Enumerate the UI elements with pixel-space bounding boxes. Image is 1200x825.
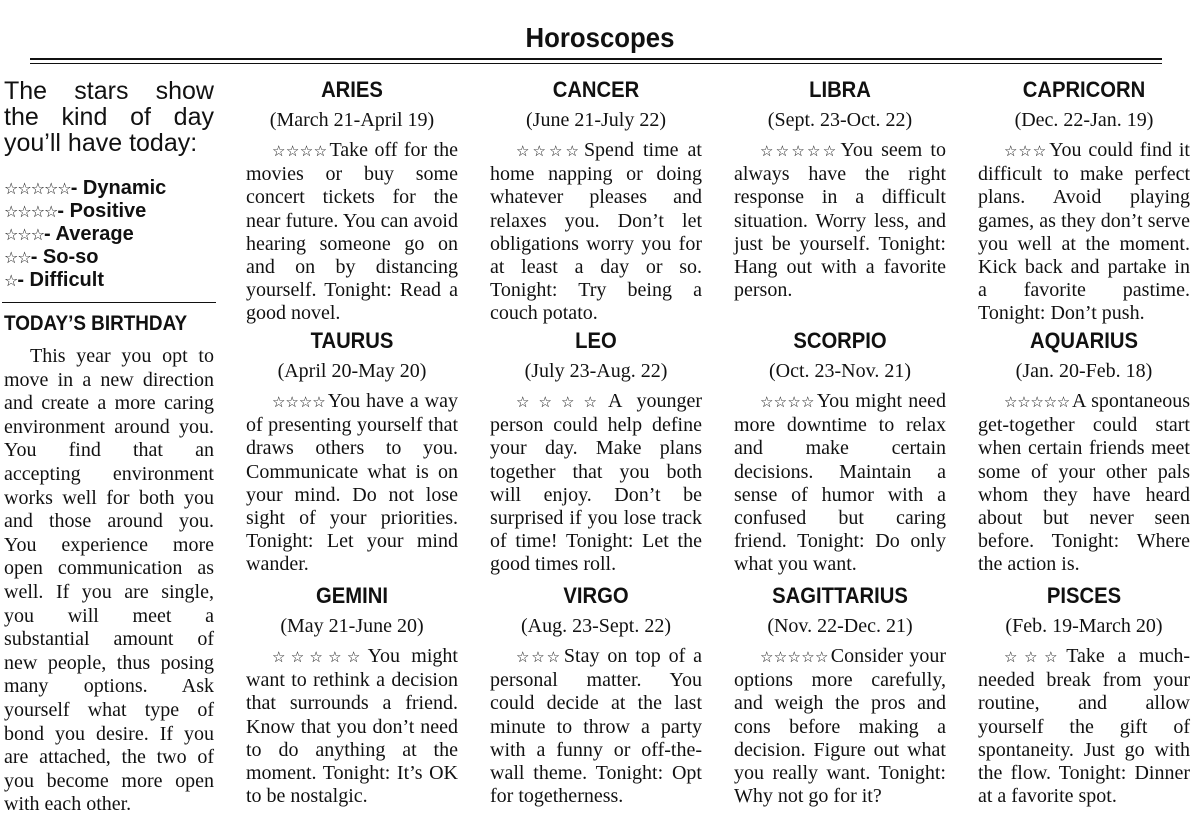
sign-cancer (490, 77, 702, 326)
sign-pisces (978, 583, 1190, 808)
sign-text-content: You could find it difficult to make perfect plans. Avoid playing games, as they don’t serve you well at the moment. Kick back and partake in a favorite pastime. Tonight: Don’t push. (978, 139, 1190, 325)
header-rule-thin (30, 63, 1162, 64)
sign-dates: (Dec. 22-Jan. 19) (1014, 109, 1154, 131)
sign-dates: (June 21-July 22) (526, 109, 666, 131)
legend-label: - Average (44, 223, 134, 245)
star-icon: ☆☆☆☆☆ (4, 179, 71, 198)
sign-capricorn (978, 77, 1190, 326)
star-rating-icon: ☆☆☆☆ (272, 393, 326, 411)
sign-text (490, 645, 702, 808)
star-icon: ☆☆☆☆ (4, 202, 58, 221)
star-rating-icon: ☆☆☆ (1004, 648, 1065, 666)
sign-dates: (Jan. 20-Feb. 18) (1015, 360, 1153, 382)
star-rating-icon: ☆☆☆☆☆ (272, 648, 366, 666)
sign-text-content: Stay on top of a personal matter. You could decide at the last minute to throw a party with a funny or off-the-wall theme. Tonight: Opt for togetherness. (490, 645, 703, 808)
star-rating-icon: ☆☆☆☆ (272, 142, 328, 160)
sign-dates: (Nov. 22-Dec. 21) (767, 615, 913, 637)
sign-dates: (Aug. 23-Sept. 22) (521, 615, 671, 637)
sign-text-content: Take off for the movies or buy some concert tickets for the near future. You can avoid hearing someone go on and on by distancing yourself. Tonight: Read a good novel. (246, 139, 458, 325)
star-rating-icon: ☆☆☆☆ (516, 393, 607, 411)
sign-name: AQUARIUS (1030, 328, 1138, 353)
legend-label: - So-so (30, 246, 99, 268)
sign-text-content: Spend time at home napping or doing whatever pleases and relaxes you. Don’t let obligations worry you for at least a day or so. Tonight: Try being a couch potato. (490, 139, 702, 325)
star-rating-icon: ☆☆☆☆☆ (1004, 393, 1071, 411)
sign-taurus (246, 328, 458, 577)
star-rating-icon: ☆☆☆☆☆ (760, 142, 839, 160)
sign-name: LEO (575, 328, 617, 353)
birthday-divider (2, 302, 216, 303)
sign-text (246, 390, 458, 577)
sign-text-content: A spontaneous get-together could start when certain friends meet some of your other pals whom they have heard about but never seen before. Tonight: Where the action is. (978, 390, 1190, 576)
sign-name: SAGITTARIUS (772, 583, 908, 608)
sign-text-content: You have a way of presenting yourself that draws others to you. Communicate what is on your mind. Do not lose sight of your priorities. Tonight: Let your mind wander. (246, 390, 458, 576)
sign-leo (490, 328, 702, 577)
star-rating-icon: ☆☆☆ (516, 648, 562, 666)
sign-dates: (March 21-April 19) (269, 109, 435, 131)
sign-sagittarius (734, 583, 946, 808)
sign-text (490, 139, 702, 326)
intro-text: The stars show the kind of day you’ll have today: (4, 77, 214, 157)
page-title: Horoscopes (525, 22, 675, 53)
sign-scorpio (734, 328, 946, 577)
sign-text-content: A younger person could help define your day. Make plans together that you both will enjoy. Don’t be surprised if you lose track of time! Tonight: Let the good times roll. (490, 390, 702, 576)
sign-name: CANCER (552, 77, 640, 102)
sign-text (734, 139, 946, 302)
sign-text-content: Consider your options more carefully, and weigh the pros and cons before making a decision. Figure out what you really want. Tonight: Why not go for it? (734, 645, 946, 808)
star-rating-icon: ☆☆☆☆☆ (760, 648, 829, 666)
sign-name: ARIES (321, 77, 383, 102)
legend-row-so-so (4, 246, 219, 269)
star-rating-icon: ☆☆☆☆ (516, 142, 582, 160)
sign-dates: (April 20-May 20) (277, 360, 427, 382)
sign-name: TAURUS (310, 328, 394, 353)
star-rating-icon: ☆☆☆ (1004, 142, 1048, 160)
sign-name: GEMINI (316, 583, 388, 608)
sign-text (734, 390, 946, 577)
sign-gemini (246, 583, 458, 808)
sign-dates: (Feb. 19-March 20) (1005, 615, 1163, 637)
sign-text (978, 645, 1190, 808)
star-icon: ☆☆☆ (4, 225, 45, 244)
star-icon: ☆ (4, 271, 18, 290)
legend-row-difficult (4, 269, 219, 292)
header-rule (30, 58, 1162, 60)
legend-row-dynamic (4, 177, 219, 200)
sign-name: SCORPIO (793, 328, 887, 353)
sign-dates: (Sept. 23-Oct. 22) (767, 109, 913, 131)
sign-text (246, 645, 458, 808)
sign-libra (734, 77, 946, 302)
sign-name: PISCES (1046, 583, 1122, 608)
sign-text (490, 390, 702, 577)
sign-dates: (May 21-June 20) (280, 615, 424, 637)
birthday-text: This year you opt to move in a new direction and create a more caring environment around you. You find that an accepting environment works well for both you and those around you. You experience more open communication as well. If you are single, you will meet a substantial amount of new people, thus posing many options. Ask yourself what type of bond you desire. If you are attached, the two of you become more open with each other. (4, 345, 214, 816)
sign-text (978, 139, 1190, 326)
star-icon: ☆☆ (4, 248, 31, 267)
legend-row-average (4, 223, 219, 246)
sign-text-content: You seem to always have the right response in a difficult situation. Worry less, and just be yourself. Tonight: Hang out with a favorite person. (734, 139, 946, 302)
sign-text-content: Take a much-needed break from your routine, and allow yourself the gift of spontaneity. Just go with the flow. Tonight: Dinner at a favorite spot. (978, 645, 1191, 808)
sign-name: VIRGO (563, 583, 629, 608)
sign-text (246, 139, 458, 326)
legend-label: - Dynamic (70, 177, 167, 199)
sign-dates: (Oct. 23-Nov. 21) (768, 360, 911, 382)
sign-text-content: You might need more downtime to relax and make certain decisions. Maintain a sense of humor with a confused but caring friend. Tonight: Do only what you want. (734, 390, 946, 576)
sign-name: CAPRICORN (1022, 77, 1146, 102)
sign-dates: (July 23-Aug. 22) (524, 360, 668, 382)
legend-label: - Difficult (17, 269, 104, 291)
sign-text-content: You might want to rethink a decision that surrounds a friend. Know that you don’t need to do anything at the moment. Tonight: It’s OK to be nostalgic. (246, 645, 458, 808)
sign-aries (246, 77, 458, 326)
sign-text (978, 390, 1190, 577)
sign-name: LIBRA (809, 77, 871, 102)
sign-aquarius (978, 328, 1190, 577)
legend-row-positive (4, 200, 219, 223)
star-rating-icon: ☆☆☆☆ (760, 393, 815, 411)
sign-virgo (490, 583, 702, 808)
sign-text (734, 645, 946, 808)
star-legend (4, 177, 219, 292)
legend-label: - Positive (57, 200, 147, 222)
birthday-heading: TODAY’S BIRTHDAY (4, 312, 188, 335)
